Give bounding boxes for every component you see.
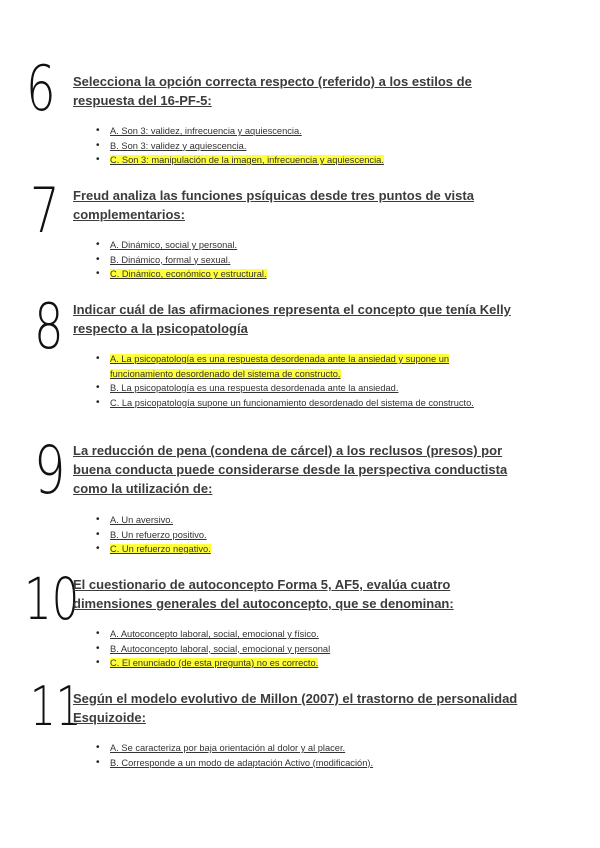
question-title: El cuestionario de autoconcepto Forma 5, AF5, evalúa cuatro dimensiones generales del autoconcepto, que se denominan: bbox=[73, 577, 454, 611]
handwritten-number: 9 bbox=[34, 432, 66, 509]
handwritten-number: 7 bbox=[30, 174, 60, 247]
option-c-highlighted: • C. El enunciado (de esta pregunta) no es correcto. bbox=[96, 656, 516, 671]
question-title: Selecciona la opción correcta respecto (referido) a los estilos de respuesta del 16-PF-5: bbox=[73, 74, 472, 108]
option-a-highlighted: • A. La psicopatología es una respuesta desordenada ante la ansiedad y supone un funcionamiento desordenado del sistema de constructo. bbox=[96, 352, 496, 381]
question-title: Indicar cuál de las afirmaciones representa el concepto que tenía Kelly respecto a la psicopatología bbox=[73, 302, 511, 336]
question-title: Freud analiza las funciones psíquicas desde tres puntos de vista complementarios: bbox=[73, 188, 474, 222]
handwritten-number: 11 bbox=[30, 675, 82, 738]
option-list bbox=[96, 352, 496, 410]
option-list bbox=[96, 741, 516, 770]
question-title: La reducción de pena (condena de cárcel) a los reclusos (presos) por buena conducta puede considerarse desde la perspectiva conductista como la utilización de: bbox=[73, 443, 508, 496]
option-a: • A. Autoconcepto laboral, social, emocional y físico. bbox=[96, 627, 516, 642]
option-list bbox=[96, 513, 516, 557]
option-b: • B. Corresponde a un modo de adaptación Activo (modificación). bbox=[96, 756, 516, 771]
option-c-highlighted: • C. Un refuerzo negativo. bbox=[96, 542, 516, 557]
option-a: • A. Un aversivo. bbox=[96, 513, 516, 528]
option-a: • A. Dinámico, social y personal. bbox=[96, 238, 516, 253]
option-b: • B. Autoconcepto laboral, social, emocional y personal bbox=[96, 642, 516, 657]
handwritten-number: 10 bbox=[24, 565, 80, 633]
option-list bbox=[96, 238, 516, 282]
handwritten-number: 8 bbox=[34, 290, 64, 363]
option-b: • B. Son 3: validez y aquiescencia. bbox=[96, 139, 516, 154]
option-list bbox=[96, 627, 516, 671]
option-b: • B. La psicopatología es una respuesta desordenada ante la ansiedad. bbox=[96, 381, 496, 396]
option-list bbox=[96, 124, 516, 168]
option-a: • A. Son 3: validez, infrecuencia y aquiescencia. bbox=[96, 124, 516, 139]
option-c: • C. La psicopatología supone un funcionamiento desordenado del sistema de constructo. bbox=[96, 396, 496, 411]
option-b: • B. Un refuerzo positivo. bbox=[96, 528, 516, 543]
option-a: • A. Se caracteriza por baja orientación al dolor y al placer. bbox=[96, 741, 516, 756]
question-title: Según el modelo evolutivo de Millon (2007) el trastorno de personalidad Esquizoide: bbox=[73, 691, 518, 725]
option-b: • B. Dinámico, formal y sexual. bbox=[96, 253, 516, 268]
option-c-highlighted: • C. Dinámico, económico y estructural. bbox=[96, 267, 516, 282]
option-c-highlighted: • C. Son 3: manipulación de la imagen, infrecuencia y aquiescencia. bbox=[96, 153, 516, 168]
handwritten-number: 6 bbox=[26, 52, 56, 125]
